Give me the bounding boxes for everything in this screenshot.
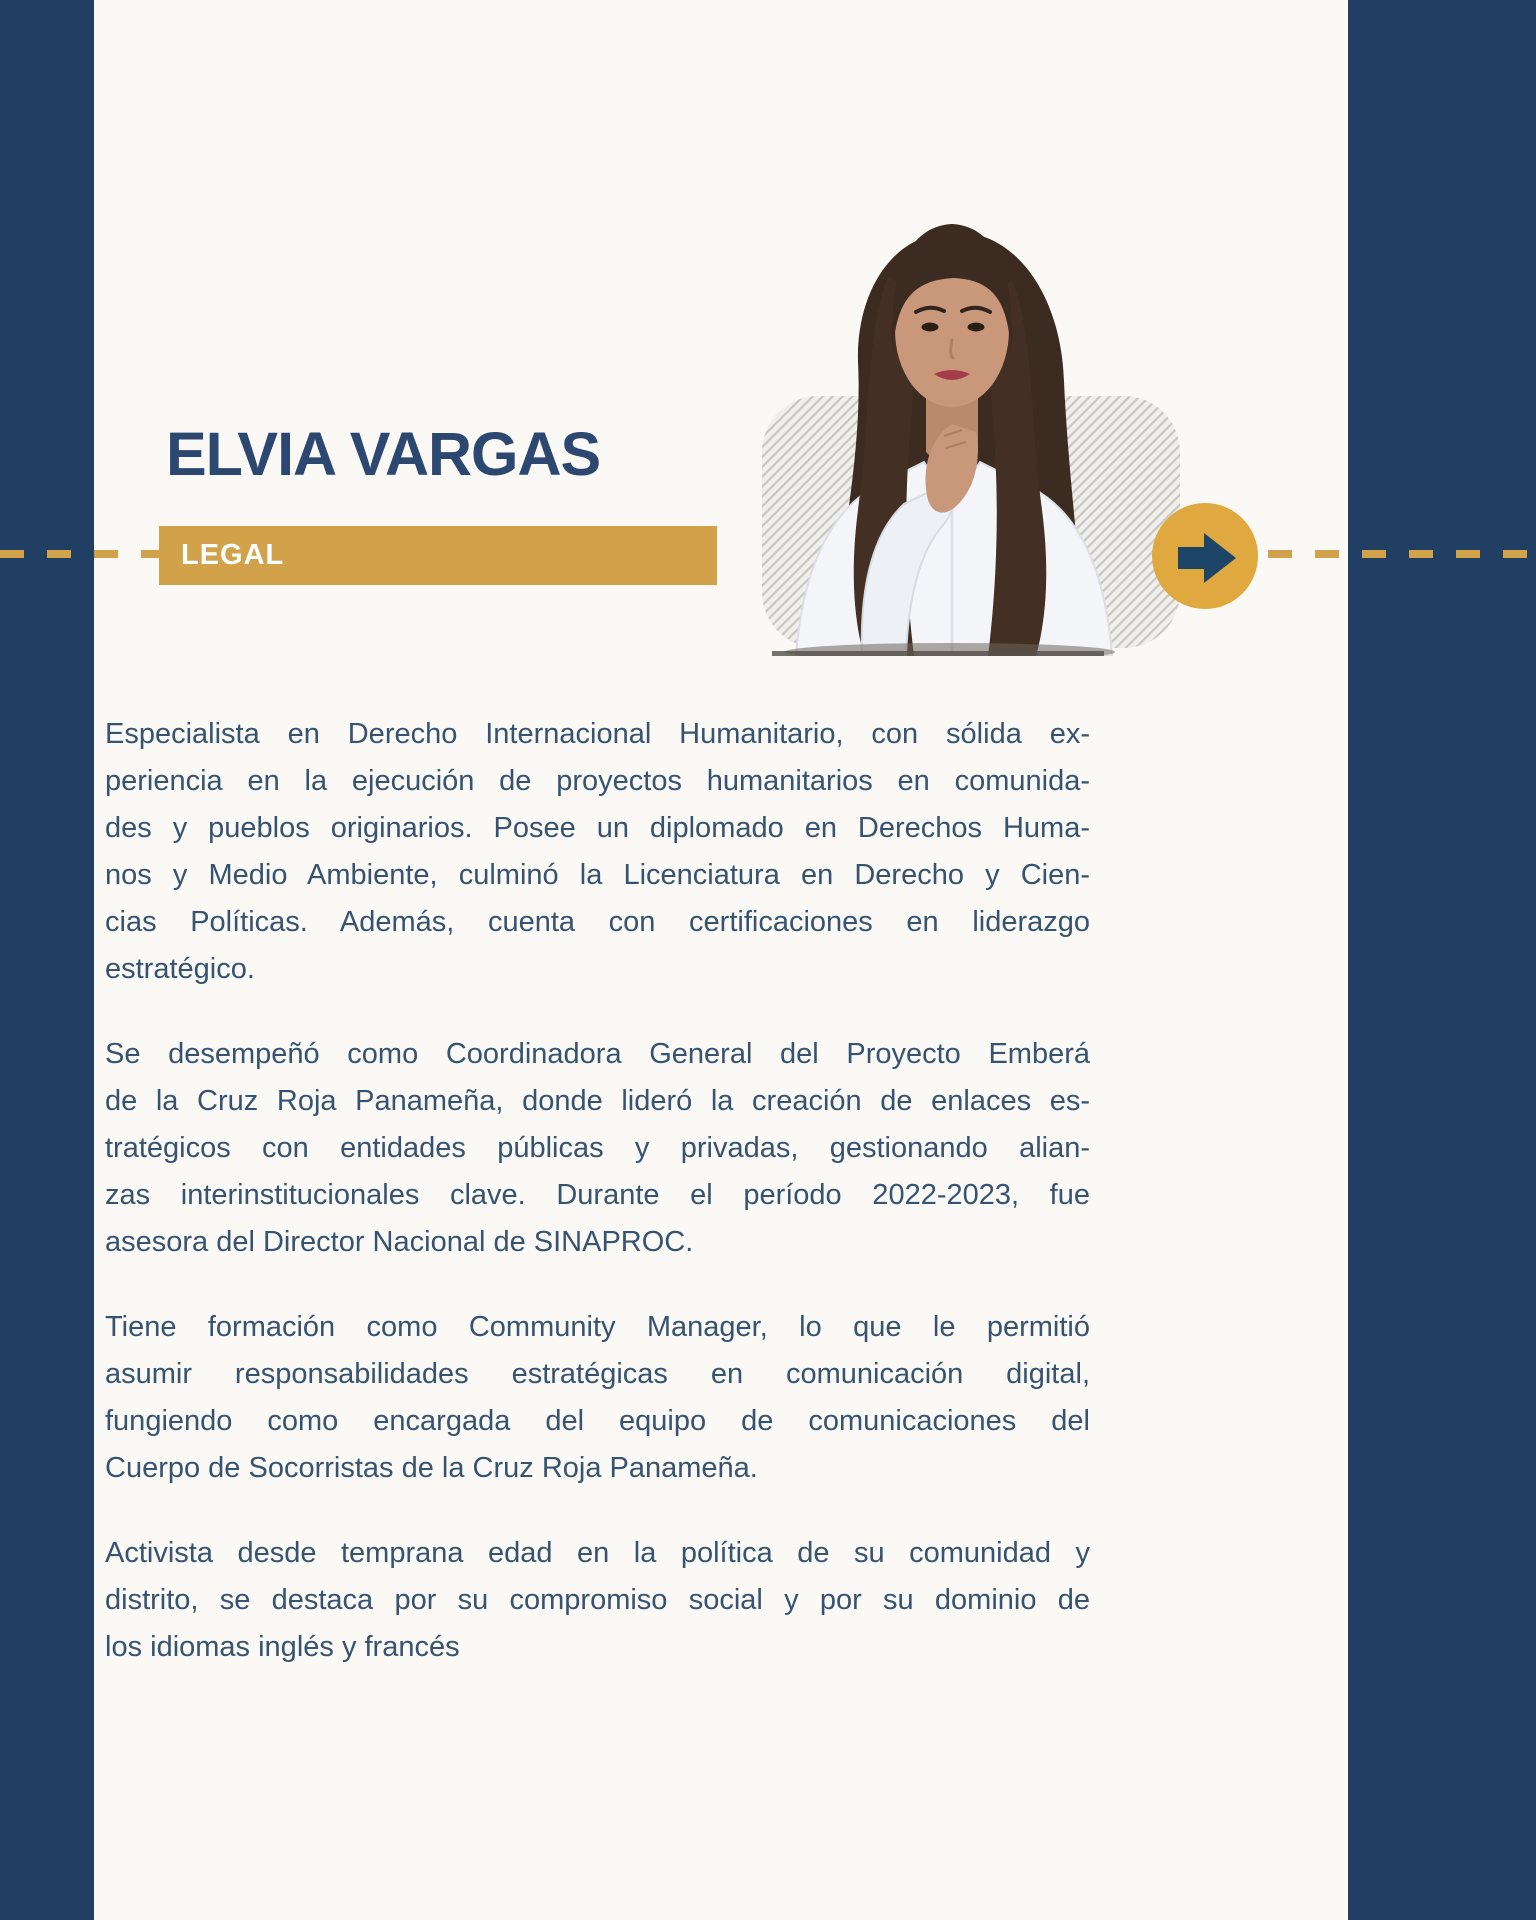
bio-text <box>105 711 1090 1709</box>
bio-line: Cuerpo de Socorristas de la Cruz Roja Panameña. <box>105 1452 758 1484</box>
bio-line: zas interinstitucionales clave. Durante el período 2022-2023, fue <box>105 1179 1090 1211</box>
bio-line: los idiomas inglés y francés <box>105 1631 460 1663</box>
arrow-right-icon <box>1152 503 1258 609</box>
bio-line: distrito, se destaca por su compromiso social y por su dominio de <box>105 1584 1090 1616</box>
role-badge <box>159 526 717 585</box>
dashed-connector-left <box>0 550 159 558</box>
bio-line: nos y Medio Ambiente, culminó la Licenciatura en Derecho y Cien- <box>105 859 1090 891</box>
dashed-connector-right <box>1268 550 1536 558</box>
role-badge-label: LEGAL <box>181 539 285 571</box>
next-arrow-button[interactable] <box>1152 503 1258 609</box>
bio-line: tratégicos con entidades públicas y privadas, gestionando alian- <box>105 1132 1090 1164</box>
bio-line: fungiendo como encargada del equipo de comunicaciones del <box>105 1405 1090 1437</box>
bio-line: Activista desde temprana edad en la política de su comunidad y <box>105 1537 1090 1569</box>
bio-line: asumir responsabilidades estratégicas en comunicación digital, <box>105 1358 1090 1390</box>
bio-line: des y pueblos originarios. Posee un diplomado en Derechos Huma- <box>105 812 1090 844</box>
page-title: ELVIA VARGAS <box>166 420 601 488</box>
bio-line: de la Cruz Roja Panameña, donde lideró la creación de enlaces es- <box>105 1085 1090 1117</box>
bio-line: Tiene formación como Community Manager, lo que le permitió <box>105 1311 1090 1343</box>
bio-line: asesora del Director Nacional de SINAPROC. <box>105 1226 694 1258</box>
bio-line: periencia en la ejecución de proyectos humanitarios en comunida- <box>105 765 1090 797</box>
bio-paragraph <box>105 1304 1090 1492</box>
bio-line: Especialista en Derecho Internacional Humanitario, con sólida ex- <box>105 718 1090 750</box>
bio-line: cias Políticas. Además, cuenta con certificaciones en liderazgo <box>105 906 1090 938</box>
portrait-photo <box>620 200 1180 656</box>
left-border-bar <box>0 0 94 1920</box>
bio-paragraph <box>105 1530 1090 1671</box>
bio-line: estratégico. <box>105 953 255 985</box>
right-border-bar <box>1348 0 1536 1920</box>
bio-paragraph <box>105 711 1090 993</box>
bio-paragraph <box>105 1031 1090 1266</box>
bio-line: Se desempeñó como Coordinadora General del Proyecto Emberá <box>105 1038 1090 1070</box>
